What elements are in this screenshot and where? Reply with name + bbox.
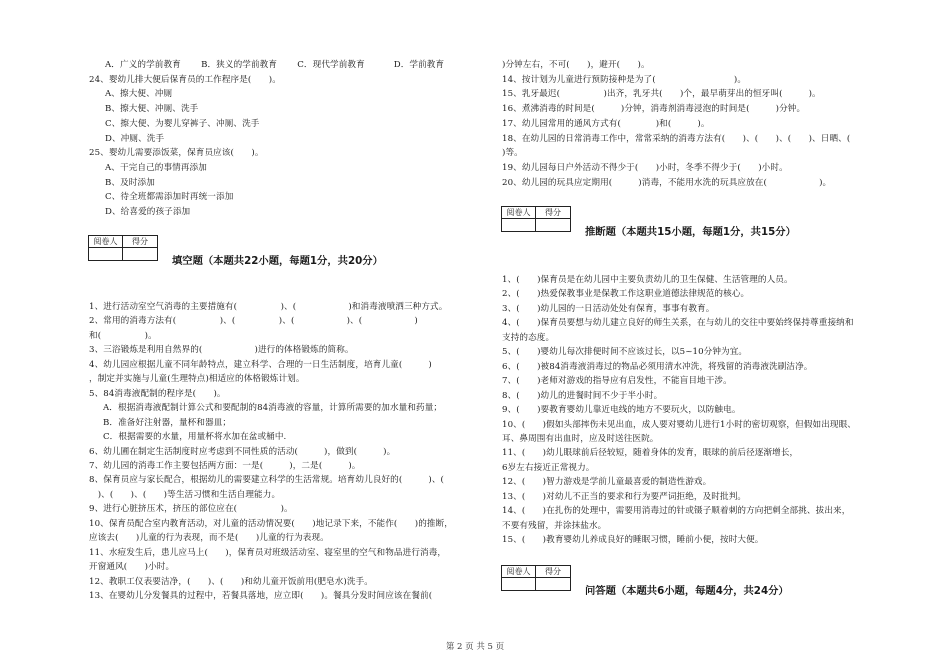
text-line: 2、常用的消毒方法有( )、( )、( )、( ) [89,316,418,327]
text-line: 6岁左右接近正常视力。 [502,462,595,473]
text-line: )等。 [502,148,523,159]
text-line: 12、教职工仪表要洁净，( )、( )和幼儿童开饭前用(肥皂水)洗手。 [89,576,373,587]
text-line: B、及时添加 [105,177,155,188]
text-line: 9、( )要教育婴幼儿靠近电线的地方不要玩火，以防触电。 [502,405,741,416]
section-title-judge: 推断题（本题共15小题，每题1分，共15分） [585,226,796,238]
text-line: A．根据消毒液配制计算公式和要配制的84消毒液的容量，计算所需要的加水量和药量； [103,403,443,414]
text-line: 3、三浴锻炼是利用自然界的( )进行的体格锻炼的简称。 [89,345,354,356]
text-line: 15、( )教育婴幼儿养成良好的睡眠习惯，睡前小便，按时大便。 [502,535,764,546]
text-line: 13、在婴幼儿分发餐具的过程中，若餐具落地，应立即( )。餐具分发时间应该在餐前( [89,591,433,601]
text-line: B、擦大便、冲厕、洗手 [105,104,199,115]
score-label: 得分 [123,236,157,248]
text-line: 5、( )婴幼儿每次排便时间不应该过长，以5~10分钟为宜。 [502,347,748,358]
score-cell [536,578,570,590]
text-line: 10、保育员配合室内教育活动，对儿童的活动情况要( )地记录下来，不能作( )的推断， [89,518,454,529]
text-line: 支持的态度。 [502,332,555,343]
text-line: 25、婴幼儿需要添饭菜，保育员应该( )。 [89,148,264,159]
page-footer: 第 2 页 共 5 页 [445,642,505,652]
text-line: 1、( )保育员是在幼儿园中主要负责幼儿的卫生保健、生活管理的人员。 [502,275,793,285]
text-line: 10、( )假如头部摔伤未见出血，成人要对婴幼儿进行1小时的密切观察，但假如出现眼、 [502,419,856,430]
text-line: 应该去( )儿童的行为表现，而不是( )儿童的行为表现。 [89,533,329,544]
text-line: 7、幼儿园的消毒工作主要包括两方面：一是( )，二是( )。 [89,460,361,471]
section-title-essay: 问答题（本题共6小题，每题4分，共24分） [585,585,789,597]
text-line: )分钟左右，不可( )，避开( )。 [502,60,650,70]
text-line: 2、( )热爱保教事业是保教工作这职业道德法律规范的核心。 [502,289,750,300]
text-line: B．准备好注射器，量杯和器皿； [103,417,232,428]
text-line: 11、( )幼儿眼球前后径较短，随着身体的发育，眼球的前后径逐渐增长， [502,448,799,459]
text-line: 开窗通风( )小时。 [89,562,175,573]
text-line: 3、( )幼儿园的一日活动处处有保育，事事有教育。 [502,303,715,314]
text-line: A．广义的学前教育 B．狭义的学前教育 C．现代学前教育 D．学前教育 [105,60,445,70]
text-line: 11、水痘发生后，患儿应马上( )，保育员对班级活动室、寝室里的空气和物品进行消毒， [89,547,447,558]
reviewer-label: 阅卷人 [502,207,536,219]
text-line: 4、幼儿园应根据儿童不同年龄特点，建立科学、合理的一日生活制度，培育儿童( ) [89,359,432,370]
text-line: A、擦大便、冲厕 [105,89,173,100]
text-line: 8、( )幼儿的进餐时间不少于半小时。 [502,390,663,401]
text-line: 6、( )被84消毒液消毒过的物品必须用清水冲洗，将残留的消毒液洗刷洁净。 [502,361,813,372]
text-line: C．根据需要的水量，用量杯将水加在盆或桶中. [103,432,287,443]
text-line: 4、( )保育员要想与幼儿建立良好的师生关系，在与幼儿的交往中要始终保持尊重接纳和 [502,318,854,329]
text-line: 16、煮沸消毒的时间是( )分钟，消毒剂消毒浸泡的时间是( )分钟。 [502,104,806,115]
text-line: 13、( )对幼儿不正当的要求和行为要严词拒绝，及时批判。 [502,491,747,502]
text-line: 1、进行活动室空气消毒的主要措施有( )、( )和消毒液喷洒三种方式。 [89,302,448,312]
text-line: 15、乳牙最迟( )出齐，乳牙共( )个，最早萌芽出的恒牙叫( )。 [502,89,821,100]
text-line: 18、在幼儿园的日常消毒工作中，常常采纳的消毒方法有( )、( )、( )、日晒、( [502,133,868,144]
text-line: D、给喜爱的孩子添加 [105,207,191,217]
text-line: ，制定并实施与儿童(生理特点)相适应的体格锻炼计划。 [89,374,305,385]
text-line: 24、婴幼儿排大便后保育员的工作程序是( )。 [89,74,281,85]
text-line: D、冲厕、洗手 [105,133,165,144]
text-line: 12、( )智力游戏是学前儿童最喜爱的制造性游戏。 [502,477,712,488]
text-line: 不要有残留，并涂抹盐水。 [502,520,607,531]
text-line: C、待全班都需添加时再统一添加 [105,192,234,203]
score-box-essay [501,565,571,591]
text-line: 9、进行心脏挤压术，挤压的部位应在( )。 [89,504,293,515]
score-label: 得分 [536,566,570,578]
reviewer-label: 阅卷人 [89,236,123,248]
text-line: 6、幼儿圃在制定生活制度时应考虑到不同性质的活动( )，做到( )。 [89,446,396,457]
text-line: 8、保育员应与家长配合，根据幼儿的需要建立科学的生活常规。培育幼儿良好的( )、( [89,475,444,486]
text-line: )、( )、( )等生活习惯和生活自理能力。 [89,489,281,500]
text-line: C、擦大便、为婴儿穿裤子、冲厕、洗手 [105,118,260,129]
reviewer-cell [502,578,536,590]
text-line: 5、84消毒液配制的程序是( )。 [89,388,226,399]
reviewer-cell [502,219,536,231]
text-line: 耳、鼻周围有出血时，应及时送往医院。 [502,433,659,444]
section-title-fill: 填空题（本题共22小题，每题1分，共20分） [172,255,383,267]
text-line: 7、( )老师对游戏的指导应有启发性，不能盲目地干涉。 [502,376,732,387]
text-line: 17、幼儿园常用的通风方式有( )和( )。 [502,118,710,129]
text-line: 14、( )在扎伤的处理中，需要用消毒过的针或镊子顺着刺的方向把刺全部挑、拔出来， [502,506,851,517]
score-box-judge [501,206,571,232]
text-line: 19、幼儿园每日户外活动不得少于( )小时，冬季不得少于( )小时。 [502,162,788,173]
text-line: 和( )。 [89,330,157,341]
reviewer-label: 阅卷人 [502,566,536,578]
score-label: 得分 [536,207,570,219]
text-line: A、干完自己的事情再添加 [105,162,207,173]
text-line: 20、幼儿园的玩具应定期用( )消毒，不能用水洗的玩具应放在( )。 [502,177,832,188]
text-line: 14、按计划为儿童进行预防接种是为了( )。 [502,74,747,85]
score-cell [536,219,570,231]
